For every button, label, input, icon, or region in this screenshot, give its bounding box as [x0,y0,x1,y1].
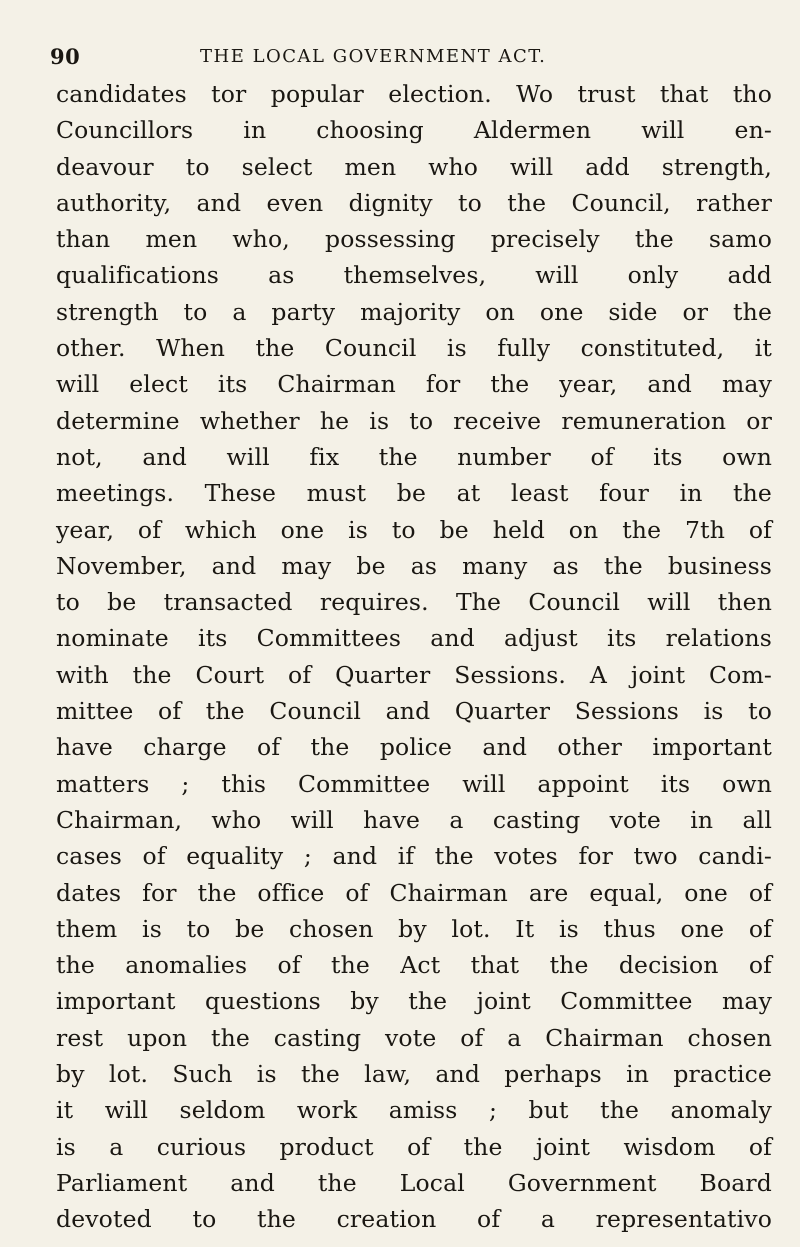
text-line: meetings. These must be at least four in the [56,479,772,508]
text-line: devoted to the creation of a representativo [56,1205,772,1234]
text-line: qualifications as themselves, will only add [56,261,772,290]
text-line: cases of equality ; and if the votes for two candi- [56,842,772,871]
text-line: Chairman, who will have a casting vote in all [56,805,772,834]
text-line: year, of which one is to be held on the 7th of [56,515,772,544]
text-line: other. When the Council is fully constituted, it [56,334,772,363]
text-line: determine whether he is to receive remuneration or [56,406,772,435]
text-line: Parliament and the Local Government Board [56,1168,772,1197]
text-line: the anomalies of the Act that the decision of [56,951,772,980]
text-line: them is to be chosen by lot. It is thus one of [56,914,772,943]
text-line: have charge of the police and other important [56,733,772,762]
text-line: it will seldom work amiss ; but the anomaly [56,1096,772,1125]
text-line: than men who, possessing precisely the samo [56,225,772,254]
text-line: mittee of the Council and Quarter Sessions is to [56,697,772,726]
text-line: nominate its Committees and adjust its relations [56,624,772,653]
text-line: dates for the office of Chairman are equal, one of [56,878,772,907]
running-head: THE LOCAL GOVERNMENT ACT. [200,46,547,67]
text-line: matters ; this Committee will appoint its own [56,769,772,798]
text-line: Councillors in choosing Aldermen will en- [56,116,772,145]
text-line: with the Court of Quarter Sessions. A joint Com- [56,660,772,689]
text-line: is a curious product of the joint wisdom of [56,1132,772,1161]
text-line: by lot. Such is the law, and perhaps in practice [56,1060,772,1089]
text-line: important questions by the joint Committee may [56,987,772,1016]
text-line: not, and will fix the number of its own [56,442,772,471]
body-text [56,76,772,1238]
text-line: deavour to select men who will add strength, [56,152,772,181]
page-number: 90 [50,44,81,69]
text-line: will elect its Chairman for the year, and may [56,370,772,399]
page-header [50,44,750,74]
text-line: candidates tor popular election. Wo trust that tho [56,80,772,108]
text-line: strength to a party majority on one side or the [56,297,772,326]
text-line: rest upon the casting vote of a Chairman chosen [56,1023,772,1052]
text-line: November, and may be as many as the business [56,551,772,580]
text-line: to be transacted requires. The Council will then [56,588,772,617]
text-line: authority, and even dignity to the Council, rather [56,188,772,217]
